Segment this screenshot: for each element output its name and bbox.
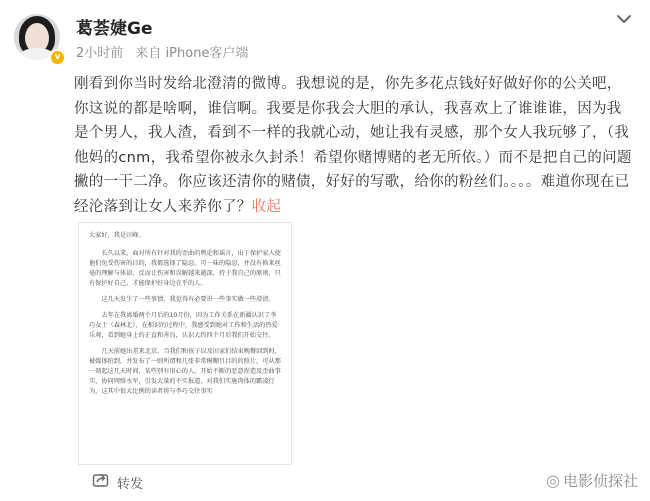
- document-paragraph: 去年在我离婚两个月后的10月份，因为工作关系在新疆认识了李巧女士（森林北），在相识的过程中，我感受到她对工作和生活的热爱乐观，看到她身上的正直和善良，认识大约四个月后我们开始交往。: [89, 312, 278, 339]
- share-label: 转发: [117, 476, 144, 492]
- share-button[interactable]: [92, 472, 143, 492]
- collapse-link[interactable]: 收起: [251, 198, 282, 215]
- image-fade: [79, 438, 291, 464]
- username[interactable]: 葛荟婕Ge: [76, 19, 153, 39]
- document-paragraph: 大家好，我是汪峰。: [89, 232, 145, 239]
- document-paragraph: 长久以来，面对所有针对我的歪曲的舆论和谣言，出于保护家人使他们免受伤害的目的，我都选择了隐忍。可一味的隐忍，并没有换来丝毫的理解与体谅，反而让伤害和误解越来越深，持于我自己的原则，只有保护好自己，才能保护好身边在乎的人。: [89, 250, 281, 287]
- post-image[interactable]: [78, 222, 292, 465]
- chevron-down-icon[interactable]: [612, 10, 636, 28]
- post-source: 来自 iPhone客户端: [135, 46, 249, 61]
- post-body: [74, 72, 634, 219]
- weibo-logo-icon: ◎: [546, 471, 560, 490]
- verified-badge-icon: v: [49, 49, 66, 66]
- statement-document: [79, 223, 291, 411]
- watermark-text: 电影侦探社: [562, 472, 638, 490]
- post-text: 刚看到你当时发给北澄清的微博。我想说的是，你先多花点钱好好做好你的公关吧，你这说的都是啥啊，谁信啊。我要是你我会大胆的承认，我喜欢上了谁谁谁，因为我是个男人，我人渣，看到不一样的我就心动，她让我有灵感，那个女人我玩够了，（我他妈的cnm，我希望你被永久封杀！希望你赌博赌的老无所依。）而不是把自己的问题撇的一干二净。你应该还清你的赌债，好好的写歌，给你的粉丝们。。。。难道你现在已经沦落到让女人来养你了？: [74, 76, 632, 215]
- post-footer: [0, 466, 650, 501]
- document-paragraph: 几天前她出差来北京，当我们和孩子以及田家们结束晚餐回到时，被媒体拍到，并发布了一则所谓和几张非常模糊且目的的照片，可从那一刻起这几天时间，某些别有用心的人，开始不断的恶意捏造及歪曲事实，协同网络水军，引发大量的不实报道，对我们实施肉体的霸凌行为，这其中很大比例的读者将与李巧交往事实: [89, 348, 281, 395]
- post-meta: [76, 42, 248, 61]
- share-icon: [92, 472, 110, 492]
- post-time: 2小时前: [76, 46, 124, 61]
- document-paragraph: 这几天发生了一些事情，我觉得有必要讲一些事实做一些澄清。: [101, 296, 275, 303]
- watermark: [546, 470, 638, 491]
- post-header: [0, 0, 650, 70]
